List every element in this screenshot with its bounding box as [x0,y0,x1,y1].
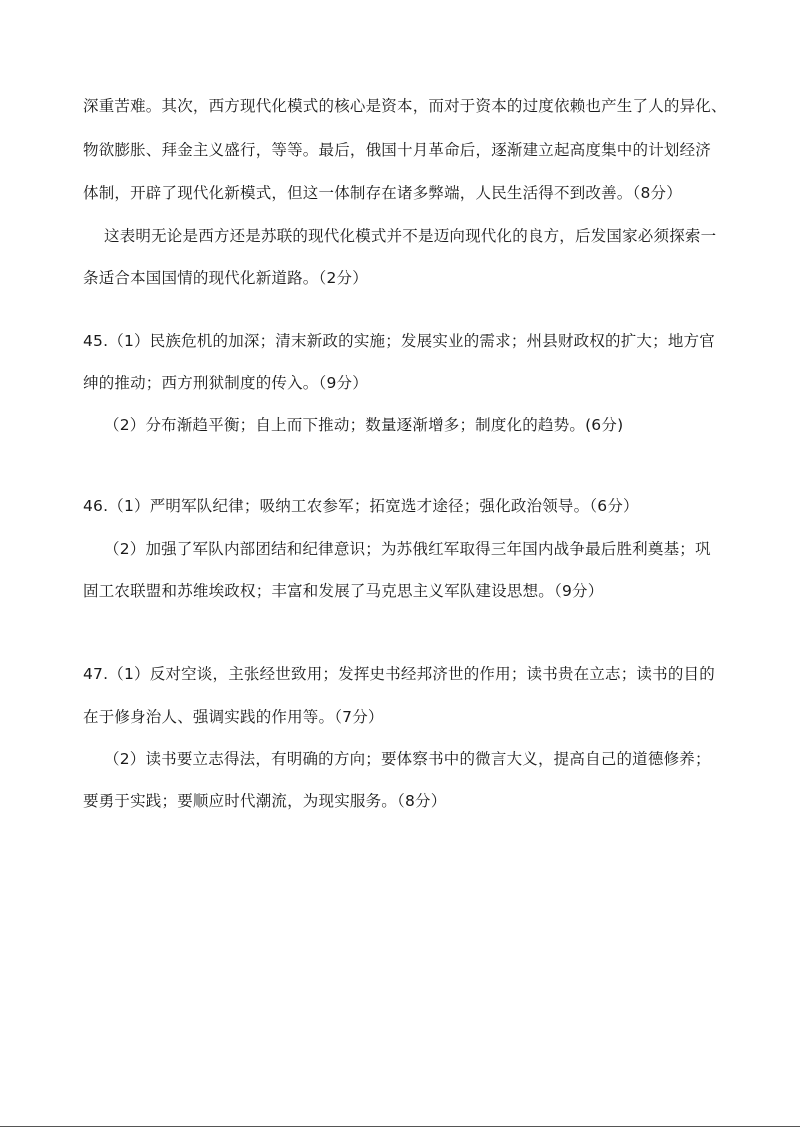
q45-part1-line-2: 绅的推动；西方刑狱制度的传入。（9分） [83,374,368,392]
q47-part1-line-2: 在于修身治人、强调实践的作用等。（7分） [83,708,384,726]
q47-part2-line-2: 要勇于实践；要顺应时代潮流，为现实服务。（8分） [83,792,447,810]
q46-part2-line-1: （2）加强了军队内部团结和纪律意识；为苏俄红军取得三年国内战争最后胜利奠基；巩 [104,540,711,558]
q46-part2-line-2: 固工农联盟和苏维埃政权；丰富和发展了马克思主义军队建设思想。（9分） [83,582,604,600]
q45-part1-line-1: 45.（1）民族危机的加深；清末新政的实施；发展实业的需求；州县财政权的扩大；地方官 [83,332,715,350]
intro-line-2: 物欲膨胀、拜金主义盛行，等等。最后，俄国十月革命后，逐渐建立起高度集中的计划经济 [83,141,712,159]
q45-part2-line-1: （2）分布渐趋平衡；自上而下推动；数量逐渐增多；制度化的趋势。(6分) [104,416,624,434]
intro-conclusion-line-1: 这表明无论是西方还是苏联的现代化模式并不是迈向现代化的良方，后发国家必须探索一 [104,227,717,245]
q47-part2-line-1: （2）读书要立志得法，有明确的方向；要体察书中的微言大义，提高自己的道德修养； [104,750,711,768]
q47-part1-line-1: 47.（1）反对空谈，主张经世致用；发挥史书经邦济世的作用；读书贵在立志；读书的目的 [83,665,715,683]
intro-line-1: 深重苦难。其次，西方现代化模式的核心是资本，而对于资本的过度依赖也产生了人的异化、 [83,97,727,115]
bottom-divider [0,1126,800,1127]
q46-part1-line-1: 46.（1）严明军队纪律；吸纳工农参军；拓宽选才途径；强化政治领导。（6分） [83,497,639,515]
intro-conclusion-line-2: 条适合本国国情的现代化新道路。（2分） [83,269,368,287]
intro-line-3: 体制，开辟了现代化新模式，但这一体制存在诸多弊端，人民生活得不到改善。（8分） [83,184,682,202]
